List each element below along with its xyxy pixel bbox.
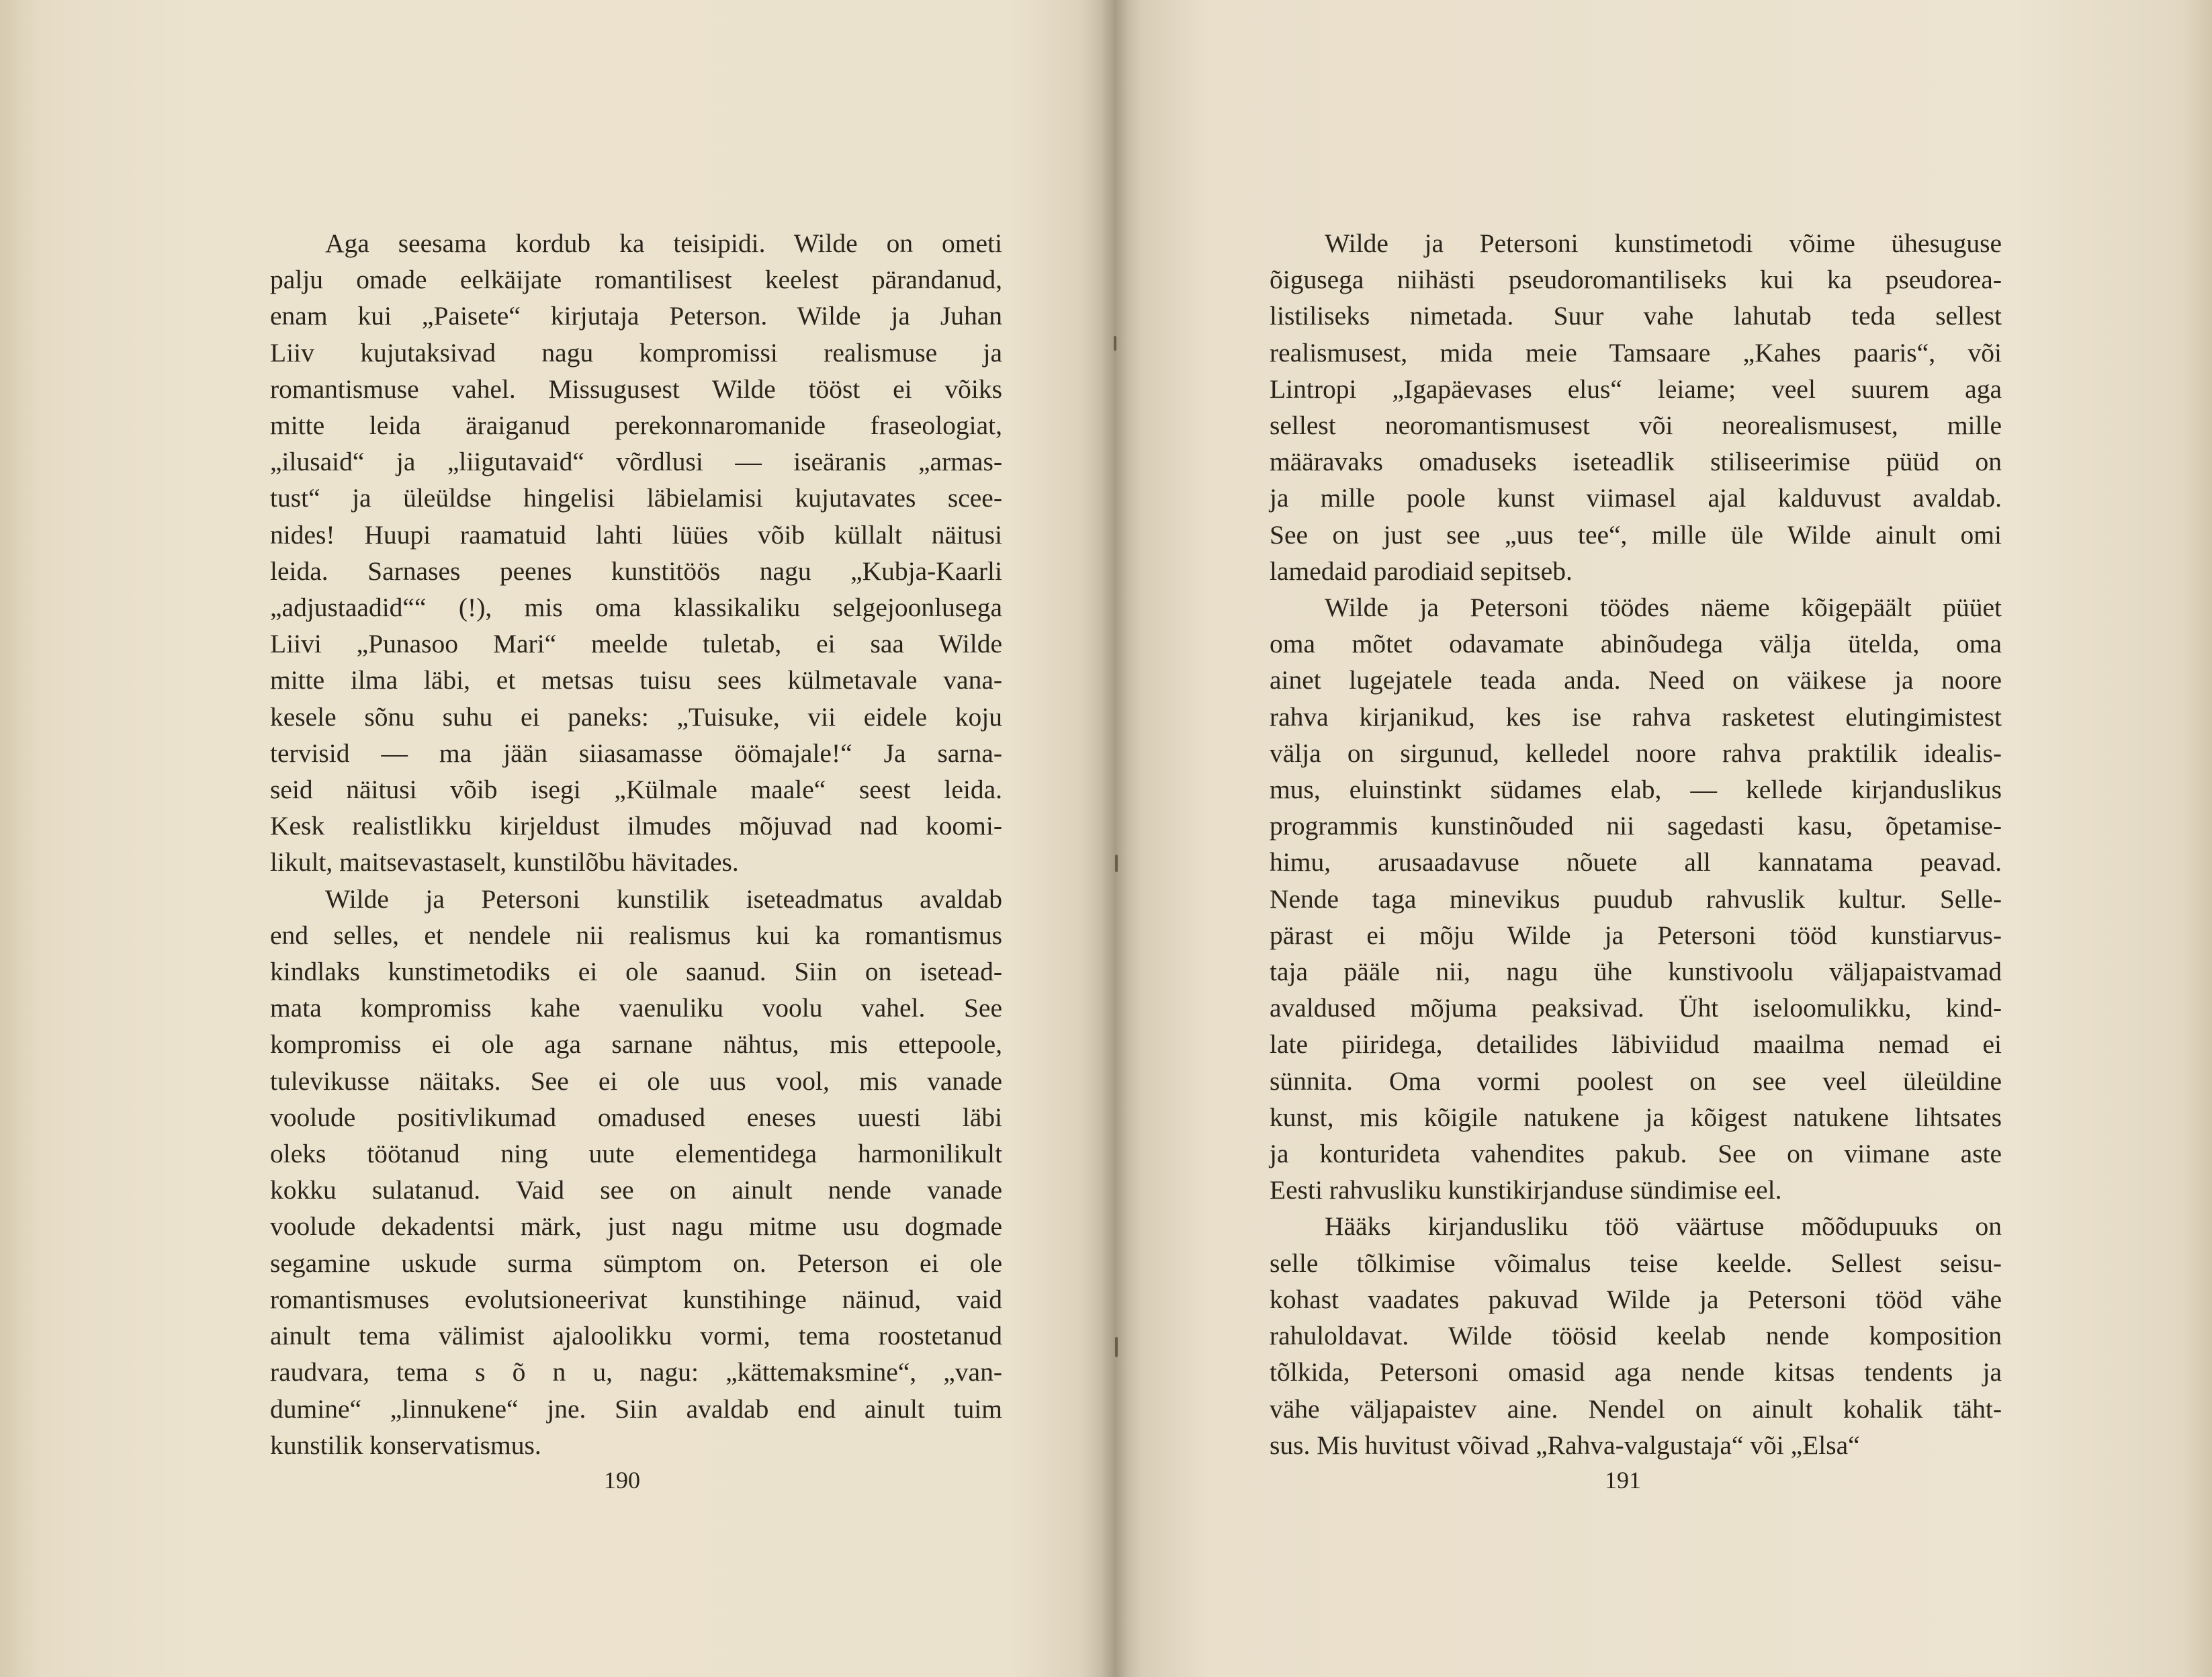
left-page-text — [270, 225, 1002, 1463]
text-line: mitte leida äraiganud perekonnaromanide fraseologiat, — [270, 411, 1002, 441]
right-page-text — [1270, 225, 2002, 1463]
text-line: tervisid — ma jään siiasamasse öömajale!“ Ja sarna- — [270, 738, 1002, 768]
text-line: Eesti rahvusliku kunstikirjanduse sündimise eel. — [1270, 1175, 1782, 1205]
text-line: kindlaks kunstimetodiks ei ole saanud. Siin on isetead- — [270, 957, 1002, 987]
text-line: dumine“ „linnukene“ jne. Siin avaldab end ainult tuim — [270, 1393, 1002, 1424]
text-line: oleks töötanud ning uute elementidega harmonilikult — [270, 1139, 1002, 1169]
text-line: tõlkida, Petersoni omasid aga nende kitsas tendents ja — [1270, 1357, 2002, 1387]
text-line: Wilde ja Petersoni töödes näeme kõigepäält püüet — [1325, 593, 2002, 623]
paragraph — [270, 225, 1002, 881]
text-line: oma mõtet odavamate abinõudega välja ütelda, oma — [1270, 629, 2002, 659]
text-line: kokku sulatanud. Vaid see on ainult nende vanade — [270, 1175, 1002, 1205]
text-line: romantismuses evolutsioneerivat kunstihinge näinud, vaid — [270, 1284, 1002, 1314]
binding-mark — [1115, 855, 1118, 872]
text-line: „ilusaid“ ja „liigutavaid“ võrdlusi — iseäranis „armas- — [270, 447, 1002, 477]
text-line: raudvara, tema s õ n u, nagu: „kättemaksmine“, „van- — [270, 1357, 1002, 1387]
text-line: tust“ ja üleüldse hingelisi läbielamisi kujutavates scee- — [270, 483, 1002, 513]
text-line: likult, maitsevastaselt, kunstilõbu hävitades. — [270, 847, 739, 877]
text-line: rahva kirjanikud, kes ise rahva rasketest elutingimistest — [1270, 701, 2002, 732]
text-line: mata kompromiss kahe vaenuliku voolu vahel. See — [270, 993, 1002, 1023]
text-line: mitte ilma läbi, et metsas tuisu sees külmetavale vana- — [270, 665, 1002, 695]
text-line: kompromiss ei ole aga sarnane nähtus, mis ettepoole, — [270, 1029, 1002, 1060]
text-line: rahuloldavat. Wilde töösid keelab nende komposition — [1270, 1321, 2002, 1351]
right-page-number: 191 — [1605, 1467, 1641, 1494]
text-line: Wilde ja Petersoni kunstilik iseteadmatus avaldab — [325, 884, 1002, 914]
paragraph — [1270, 589, 2002, 1208]
text-line: romantismuse vahel. Missugusest Wilde tööst ei võiks — [270, 374, 1002, 404]
text-line: ja mille poole kunst viimasel ajal kalduvust avaldab. — [1270, 483, 2002, 513]
text-line: mus, eluinstinkt südames elab, — kellede kirjanduslikus — [1270, 775, 2002, 805]
text-line: kunstilik konservatismus. — [270, 1430, 541, 1460]
text-line: programmis kunstinõuded nii sagedasti kasu, õpetamise- — [1270, 811, 2002, 841]
text-line: Aga seesama kordub ka teisipidi. Wilde on ometi — [325, 228, 1002, 258]
text-line: end selles, et nendele nii realismus kui ka romantismus — [270, 920, 1002, 950]
text-line: kesele sõnu suhu ei paneks: „Tuisuke, vii eidele koju — [270, 701, 1002, 732]
text-line: Liiv kujutaksivad nagu kompromissi realismuse ja — [270, 337, 1002, 368]
text-line: lamedaid parodiaid sepitseb. — [1270, 556, 1573, 586]
text-line: tulevikusse näitaks. See ei ole uus vool, mis vanade — [270, 1066, 1002, 1096]
text-line: välja on sirgunud, kelledel noore rahva praktilik idealis- — [1270, 738, 2002, 768]
text-line: late piiridega, detailides läbiviidud maailma nemad ei — [1270, 1029, 2002, 1060]
text-line: segamine uskude surma sümptom on. Peterson ei ole — [270, 1248, 1002, 1278]
text-line: taja pääle nii, nagu ühe kunstivoolu väljapaistvamad — [1270, 957, 2002, 987]
text-line: enam kui „Paisete“ kirjutaja Peterson. Wilde ja Juhan — [270, 301, 1002, 331]
text-line: kunst, mis kõigile natukene ja kõigest natukene lihtsates — [1270, 1102, 2002, 1132]
text-line: Kesk realistlikku kirjeldust ilmudes mõjuvad nad koomi- — [270, 811, 1002, 841]
text-line: avaldused mõjuma peaksivad. Üht iseloomulikku, kind- — [1270, 993, 2002, 1023]
text-line: kohast vaadates pakuvad Wilde ja Petersoni tööd vähe — [1270, 1284, 2002, 1314]
text-line: „adjustaadid““ (!), mis oma klassikaliku selgejoonlusega — [270, 593, 1002, 623]
text-line: realismusest, mida meie Tamsaare „Kahes paaris“, või — [1270, 337, 2002, 368]
left-page-number: 190 — [604, 1467, 640, 1494]
text-line: See on just see „uus tee“, mille üle Wilde ainult omi — [1270, 519, 2002, 550]
text-line: voolude dekadentsi märk, just nagu mitme usu dogmade — [270, 1211, 1002, 1242]
paragraph — [1270, 225, 2002, 589]
text-line: Wilde ja Petersoni kunstimetodi võime ühesuguse — [1325, 228, 2002, 258]
text-line: sellest neoromantismusest või neorealismusest, mille — [1270, 411, 2002, 441]
binding-mark — [1115, 1337, 1118, 1357]
text-line: määravaks omaduseks iseteadlik stiliseerimise püüd on — [1270, 447, 2002, 477]
text-line: palju omade eelkäijate romantilisest keelest pärandanud, — [270, 265, 1002, 295]
text-line: Lintropi „Igapäevases elus“ leiame; veel suurem aga — [1270, 374, 2002, 404]
text-line: voolude positivlikumad omadused eneses uuesti läbi — [270, 1102, 1002, 1132]
text-line: Nende taga minevikus puudub rahvuslik kultur. Selle- — [1270, 884, 2002, 914]
paragraph — [270, 881, 1002, 1463]
text-line: Hääks kirjandusliku töö väärtuse mõõdupuuks on — [1325, 1211, 2002, 1242]
text-line: leida. Sarnases peenes kunstitöös nagu „Kubja-Kaarli — [270, 556, 1002, 586]
text-line: seid näitusi võib isegi „Külmale maale“ seest leida. — [270, 775, 1002, 805]
book-gutter — [1102, 0, 1129, 1677]
text-line: listiliseks nimetada. Suur vahe lahutab teda sellest — [1270, 301, 2002, 331]
text-line: õigusega niihästi pseudoromantiliseks kui ka pseudorea- — [1270, 265, 2002, 295]
text-line: nides! Huupi raamatuid lahti lüües võib küllalt näitusi — [270, 519, 1002, 550]
text-line: ainet lugejatele teada anda. Need on väikese ja noore — [1270, 665, 2002, 695]
text-line: ja konturideta vahendites pakub. See on viimane aste — [1270, 1139, 2002, 1169]
text-line: ainult tema välimist ajaloolikku vormi, tema roostetanud — [270, 1321, 1002, 1351]
text-line: Liivi „Punasoo Mari“ meelde tuletab, ei saa Wilde — [270, 629, 1002, 659]
binding-mark — [1114, 336, 1116, 351]
text-line: sünnita. Oma vormi poolest on see veel üleüldine — [1270, 1066, 2002, 1096]
text-line: sus. Mis huvitust võivad „Rahva-valgustaja“ või „Elsa“ — [1270, 1430, 1860, 1460]
text-line: himu, arusaadavuse nõuete all kannatama peavad. — [1270, 847, 2002, 877]
paragraph — [1270, 1208, 2002, 1463]
text-line: pärast ei mõju Wilde ja Petersoni tööd kunstiarvus- — [1270, 920, 2002, 950]
text-line: selle tõlkimise võimalus teise keelde. Sellest seisu- — [1270, 1248, 2002, 1278]
text-line: vähe väljapaistev aine. Nendel on ainult kohalik täht- — [1270, 1393, 2002, 1424]
